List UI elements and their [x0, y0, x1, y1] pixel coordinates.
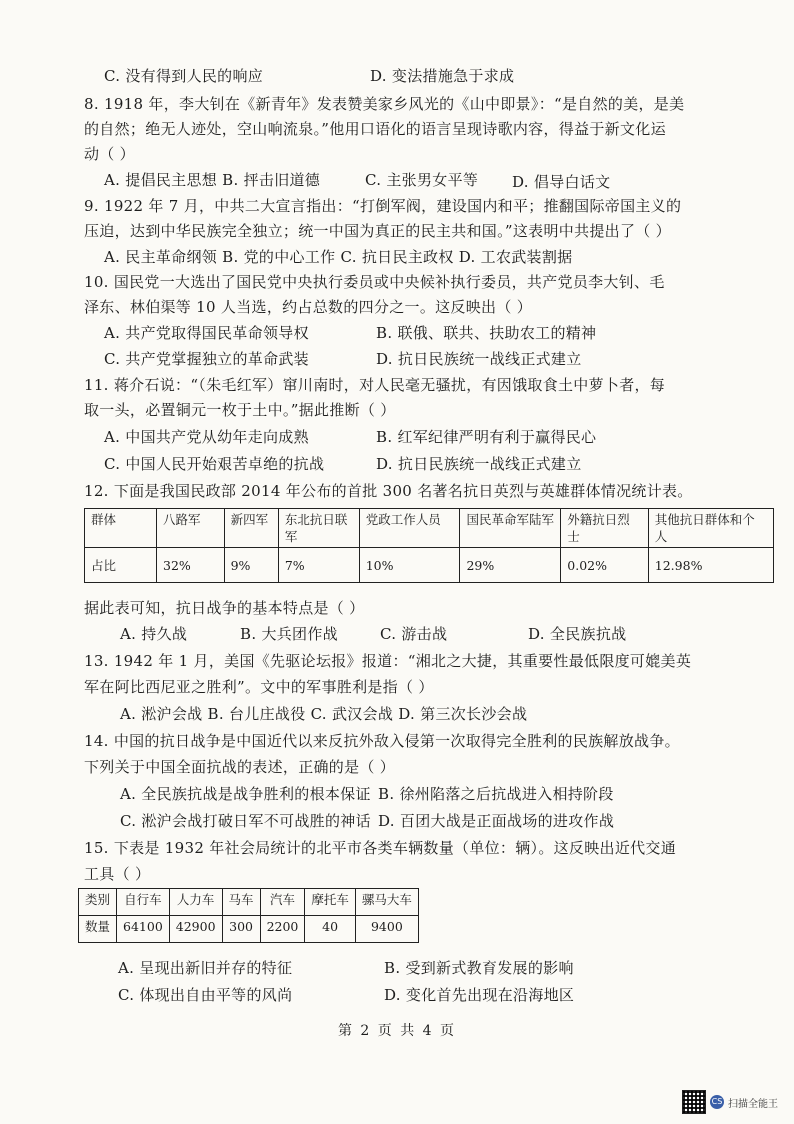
text-line: B. 联俄、联共、扶助农工的精神 [376, 324, 597, 342]
text-line: C. 没有得到人民的响应 [104, 67, 264, 85]
text-line: B. 大兵团作战 [240, 625, 338, 643]
text-line: C. 游击战 [380, 625, 448, 643]
table-cell: 32% [157, 548, 225, 583]
text-line: 11. 蒋介石说：“（朱毛红军）窜川南时，对人民毫无骚扰，有因饿取食土中萝卜者，每 [84, 376, 666, 394]
table-cell: 马车 [222, 889, 260, 916]
table-cell: 40 [305, 916, 356, 943]
table-cell: 占比 [85, 548, 157, 583]
text-line: 泽东、林伯渠等 10 人当选，约占总数的四分之一。这反映出（ ） [84, 298, 532, 316]
text-line: 取一头，必置铜元一枚于土中。”据此推断（ ） [84, 401, 396, 419]
text-line: A. 提倡民主思想 B. 抨击旧道德 [104, 171, 321, 189]
scanner-logo-icon: CS [710, 1095, 724, 1109]
text-line: A. 持久战 [120, 625, 188, 643]
text-line: A. 淞沪会战 B. 台儿庄战役 C. 武汉会战 D. 第三次长沙会战 [120, 705, 528, 723]
table-cell: 12.98% [648, 548, 773, 583]
table-cell: 数量 [79, 916, 117, 943]
text-line: C. 淞沪会战打破日军不可战胜的神话 [120, 812, 371, 830]
table-cell: 国民革命军陆军 [460, 509, 561, 548]
table-cell: 2200 [260, 916, 305, 943]
table-cell: 300 [222, 916, 260, 943]
table-cell: 0.02% [561, 548, 649, 583]
scanner-app-name: 扫描全能王 [728, 1098, 778, 1110]
table-q12-header-row [85, 509, 774, 548]
table-cell: 29% [460, 548, 561, 583]
text-line: C. 共产党掌握独立的革命武装 [104, 350, 309, 368]
page-footer: 第 2 页 共 4 页 [337, 1023, 457, 1039]
table-cell: 八路军 [157, 509, 225, 548]
table-cell: 汽车 [260, 889, 305, 916]
table-cell: 7% [278, 548, 359, 583]
text-line: D. 变化首先出现在沿海地区 [384, 986, 575, 1004]
qr-code-icon [682, 1090, 706, 1114]
text-line: 14. 中国的抗日战争是中国近代以来反抗外敌入侵第一次取得完全胜利的民族解放战争。 [84, 732, 680, 750]
text-line: D. 变法措施急于求成 [370, 67, 515, 85]
table-cell: 党政工作人员 [359, 509, 460, 548]
text-line: A. 民主革命纲领 B. 党的中心工作 C. 抗日民主政权 D. 工农武装割据 [104, 248, 573, 266]
text-line: D. 全民族抗战 [528, 625, 627, 643]
table-cell: 42900 [169, 916, 222, 943]
table-cell: 类别 [79, 889, 117, 916]
table-cell: 外籍抗日烈士 [561, 509, 649, 548]
text-line: B. 受到新式教育发展的影响 [384, 959, 574, 977]
text-line: 8. 1918 年，李大钊在《新青年》发表赞美家乡风光的《山中即景》：“是自然的美，是美 [84, 95, 685, 113]
text-line: C. 中国人民开始艰苦卓绝的抗战 [104, 455, 325, 473]
table-cell: 群体 [85, 509, 157, 548]
table-cell: 10% [359, 548, 460, 583]
text-line: D. 抗日民族统一战线正式建立 [376, 350, 582, 368]
text-line: C. 主张男女平等 [365, 171, 479, 189]
text-line: 9. 1922 年 7 月，中共二大宣言指出：“打倒军阀，建设国内和平；推翻国际帝国主义的 [84, 197, 682, 215]
table-cell: 人力车 [169, 889, 222, 916]
text-line: 10. 国民党一大选出了国民党中央执行委员或中央候补执行委员，共产党员李大钊、毛 [84, 273, 665, 291]
table-cell: 东北抗日联军 [278, 509, 359, 548]
text-line: 的自然；绝无人迹处，空山响流泉。”他用口语化的语言呈现诗歌内容，得益于新文化运 [84, 120, 666, 138]
text-line: D. 倡导白话文 [512, 173, 611, 191]
text-line: A. 中国共产党从幼年走向成熟 [104, 428, 309, 446]
table-q15 [78, 888, 419, 943]
table-q12-value-row [85, 548, 774, 583]
text-line: D. 抗日民族统一战线正式建立 [376, 455, 582, 473]
text-line: B. 红军纪律严明有利于赢得民心 [376, 428, 597, 446]
table-cell: 摩托车 [305, 889, 356, 916]
text-line: 下列关于中国全面抗战的表述，正确的是（ ） [84, 758, 396, 776]
text-line: 压迫，达到中华民族完全独立；统一中国为真正的民主共和国。”这表明中共提出了（ ） [84, 222, 671, 240]
table-q15-value-row [79, 916, 419, 943]
table-cell: 其他抗日群体和个人 [648, 509, 773, 548]
table-q12 [84, 508, 774, 583]
text-line: 工具（ ） [84, 865, 151, 883]
text-line: 据此表可知，抗日战争的基本特点是（ ） [84, 599, 365, 617]
text-line: A. 共产党取得国民革命领导权 [104, 324, 309, 342]
table-cell: 自行车 [117, 889, 170, 916]
table-cell: 骡马大车 [355, 889, 418, 916]
text-line: C. 体现出自由平等的风尚 [118, 986, 293, 1004]
table-cell: 新四军 [224, 509, 278, 548]
text-line: B. 徐州陷落之后抗战进入相持阶段 [378, 785, 614, 803]
scanner-watermark [682, 1090, 778, 1114]
text-line: 12. 下面是我国民政部 2014 年公布的首批 300 名著名抗日英烈与英雄群体情况统计表。 [84, 482, 693, 500]
text-line: 13. 1942 年 1 月，美国《先驱论坛报》报道：“湘北之大捷，其重要性最低限度可媲美英 [84, 652, 692, 670]
text-line: 军在阿比西尼亚之胜利”。文中的军事胜利是指（ ） [84, 678, 434, 696]
table-q15-header-row [79, 889, 419, 916]
table-cell: 64100 [117, 916, 170, 943]
table-cell: 9% [224, 548, 278, 583]
text-line: D. 百团大战是正面战场的进攻作战 [378, 812, 615, 830]
text-line: A. 全民族抗战是战争胜利的根本保证 [120, 785, 371, 803]
text-line: 动（ ） [84, 145, 135, 163]
text-line: 15. 下表是 1932 年社会局统计的北平市各类车辆数量（单位：辆）。这反映出近代交通 [84, 839, 677, 857]
table-cell: 9400 [355, 916, 418, 943]
text-line: A. 呈现出新旧并存的特征 [118, 959, 293, 977]
